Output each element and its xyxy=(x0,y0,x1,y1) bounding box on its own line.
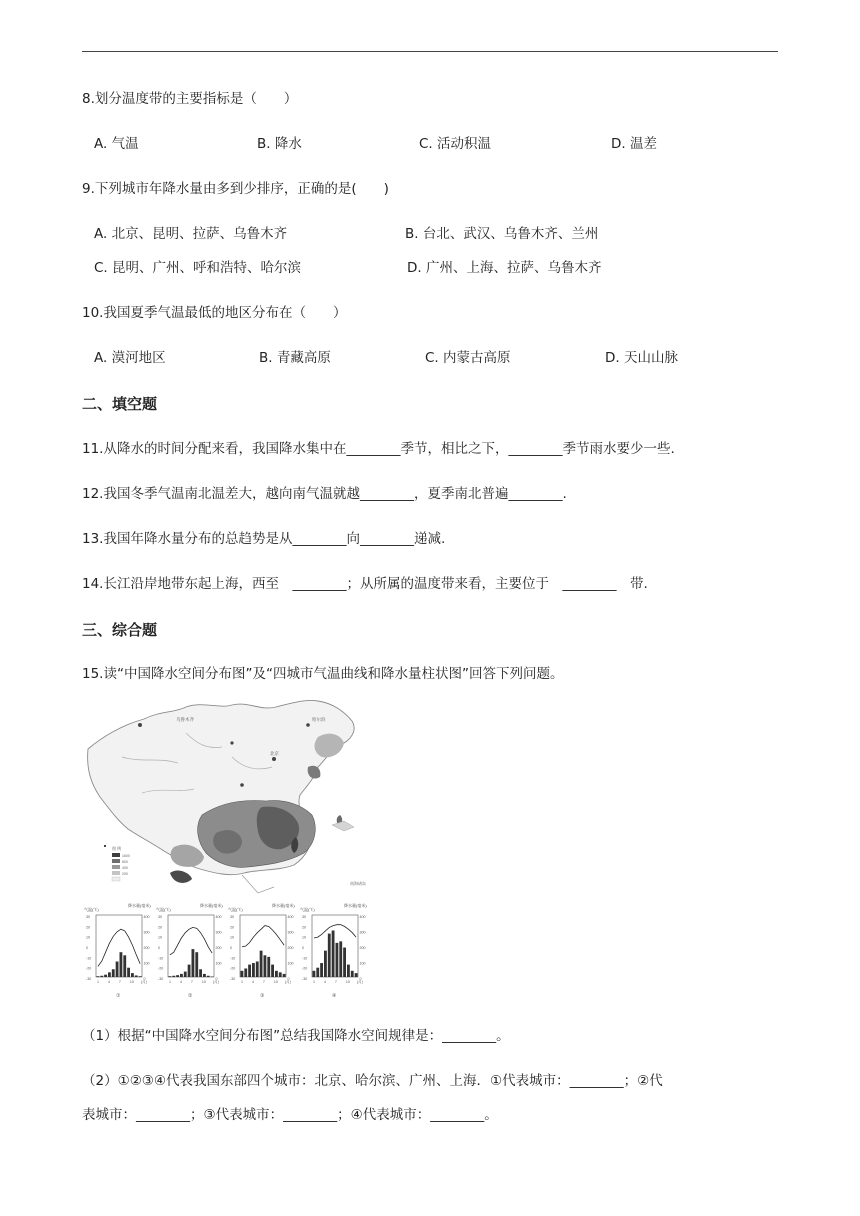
four-city-climate-charts xyxy=(84,902,367,997)
q11-text: 11.从降水的时间分配来看，我国降水集中在________季节，相比之下，________季节雨水要少一些. xyxy=(82,441,675,457)
chart-frame xyxy=(96,915,142,977)
rain-bar xyxy=(320,963,323,977)
y-tick-left: 20 xyxy=(158,925,162,930)
rain-bar xyxy=(252,963,255,977)
rain-bar xyxy=(100,976,103,977)
rain-bar xyxy=(343,948,346,977)
rain-bar xyxy=(127,968,130,977)
temperature-curve xyxy=(314,925,356,938)
q8-option-b: B. 降水 xyxy=(257,136,302,152)
chart-title-temp: 气温(℃) xyxy=(156,907,171,912)
y-tick-left: 30 xyxy=(230,915,234,919)
rain-bar xyxy=(267,957,270,977)
x-tick: (月) xyxy=(356,980,363,984)
rain-bar xyxy=(332,931,335,978)
rain-bar xyxy=(192,949,195,977)
chart-title-temp: 气温(℃) xyxy=(300,907,315,912)
y-tick-right: 300 xyxy=(143,930,150,935)
rain-bar xyxy=(120,952,123,977)
rain-bar xyxy=(256,962,259,978)
rain-bar xyxy=(248,965,251,977)
rain-bar xyxy=(336,943,339,977)
section-heading-comprehensive: 三、综合题 xyxy=(82,621,158,639)
chart-title-temp: 气温(℃) xyxy=(228,907,243,912)
y-tick-left: 30 xyxy=(302,915,306,919)
y-tick-right: 100 xyxy=(215,961,222,966)
rain-bar xyxy=(139,976,142,977)
y-tick-left: 20 xyxy=(230,925,234,930)
svg-text:400: 400 xyxy=(122,866,128,870)
precipitation-map-and-climate-charts xyxy=(82,697,378,997)
chart-label: ① xyxy=(116,993,121,997)
x-tick: 1 xyxy=(169,980,171,984)
x-tick: (月) xyxy=(140,980,147,984)
rain-bar xyxy=(199,969,202,977)
q9-option-a: A. 北京、昆明、拉萨、乌鲁木齐 xyxy=(94,226,288,242)
q8-option-a: A. 气温 xyxy=(94,136,139,152)
rain-bar xyxy=(172,976,175,977)
q14-text: 14.长江沿岸地带东起上海，西至 ________；从所属的温度带来看，主要位于 ________ 带. xyxy=(82,576,648,592)
y-tick-left: 10 xyxy=(158,935,162,940)
section-heading-fill-in: 二、填空题 xyxy=(82,395,158,413)
rain-bar xyxy=(135,975,138,977)
y-tick-right: 400 xyxy=(359,915,366,919)
y-tick-right: 0 xyxy=(359,977,362,981)
y-tick-left: 10 xyxy=(86,935,90,940)
y-tick-right: 100 xyxy=(359,961,366,966)
q8-option-c: C. 活动积温 xyxy=(419,136,492,152)
rain-bar xyxy=(108,972,111,977)
x-tick: 10 xyxy=(345,980,350,984)
rain-bar xyxy=(328,934,331,977)
header-rule xyxy=(82,51,778,52)
y-tick-left: 20 xyxy=(86,925,90,930)
y-tick-right: 300 xyxy=(287,930,294,935)
rain-bar xyxy=(264,955,267,977)
y-tick-left: 10 xyxy=(302,935,306,940)
rain-bar xyxy=(203,974,206,977)
y-tick-left: -30 xyxy=(230,977,236,981)
rain-bar xyxy=(324,951,327,977)
x-tick: (月) xyxy=(212,980,219,984)
y-tick-left: 10 xyxy=(230,935,234,940)
map-note: 南海诸岛 xyxy=(350,881,366,886)
y-tick-left: -20 xyxy=(158,966,164,971)
y-tick-right: 200 xyxy=(215,946,222,950)
x-tick: 10 xyxy=(273,980,278,984)
y-tick-left: -10 xyxy=(158,956,164,961)
y-tick-right: 200 xyxy=(143,946,150,950)
rain-bar xyxy=(313,971,316,977)
q10-option-b: B. 青藏高原 xyxy=(259,350,331,366)
temperature-curve xyxy=(242,926,284,947)
q12-text: 12.我国冬季气温南北温差大，越向南气温就越________，夏季南北普遍________. xyxy=(82,486,567,502)
rain-bar xyxy=(112,969,115,977)
temperature-curve xyxy=(170,927,212,955)
x-tick: 7 xyxy=(118,980,121,984)
chart-title-rain: 降水量(毫米) xyxy=(200,903,223,908)
x-tick: 1 xyxy=(241,980,243,984)
y-tick-right: 200 xyxy=(287,946,294,950)
y-tick-left: 30 xyxy=(158,915,162,919)
y-tick-left: -10 xyxy=(302,956,308,961)
q10-option-d: D. 天山山脉 xyxy=(605,350,678,366)
rain-bar xyxy=(275,971,278,977)
rain-bar xyxy=(316,968,319,977)
y-tick-right: 100 xyxy=(287,961,294,966)
q9-option-d: D. 广州、上海、拉萨、乌鲁木齐 xyxy=(407,260,602,276)
q15-part1: （1）根据“中国降水空间分布图”总结我国降水空间规律是：________。 xyxy=(82,1028,510,1044)
rain-bar xyxy=(184,972,187,977)
rain-bar xyxy=(180,974,183,977)
rain-bar xyxy=(169,976,172,977)
y-tick-left: -20 xyxy=(302,966,308,971)
china-precipitation-map xyxy=(88,700,366,893)
x-tick: 4 xyxy=(179,980,182,984)
rain-bar xyxy=(188,965,191,977)
y-tick-right: 300 xyxy=(359,930,366,935)
x-tick: 7 xyxy=(262,980,265,984)
y-tick-right: 400 xyxy=(143,915,150,919)
x-tick: 10 xyxy=(129,980,134,984)
y-tick-left: 20 xyxy=(302,925,306,930)
y-tick-left: -20 xyxy=(230,966,236,971)
rain-bar xyxy=(347,965,350,977)
rain-bar xyxy=(339,941,342,977)
q15-stem: 15.读“中国降水空间分布图”及“四城市气温曲线和降水量柱状图”回答下列问题。 xyxy=(82,666,564,682)
chart-label: ④ xyxy=(332,993,337,997)
chart-label: ② xyxy=(188,993,193,997)
temperature-curve xyxy=(98,929,140,966)
rain-bar xyxy=(271,965,274,977)
q9-option-b: B. 台北、武汉、乌鲁木齐、兰州 xyxy=(405,226,599,242)
x-tick: 4 xyxy=(251,980,254,984)
q15-figure xyxy=(82,697,378,997)
svg-text:800: 800 xyxy=(122,860,128,864)
y-tick-left: -20 xyxy=(86,966,92,971)
x-tick: (月) xyxy=(284,980,291,984)
rain-bar xyxy=(279,972,282,977)
y-tick-right: 200 xyxy=(359,946,366,950)
y-tick-right: 0 xyxy=(143,977,146,981)
y-tick-right: 100 xyxy=(143,961,150,966)
x-tick: 7 xyxy=(190,980,193,984)
rain-bar xyxy=(97,976,100,977)
chart-title-rain: 降水量(毫米) xyxy=(344,903,367,908)
y-tick-left: -10 xyxy=(86,956,92,961)
x-tick: 4 xyxy=(107,980,110,984)
y-tick-left: 0 xyxy=(158,946,160,950)
q10-option-a: A. 漠河地区 xyxy=(94,350,166,366)
q8-stem: 8.划分温度带的主要指标是（ ） xyxy=(82,91,298,107)
x-tick: 1 xyxy=(97,980,99,984)
x-tick: 1 xyxy=(313,980,315,984)
svg-text:哈尔滨: 哈尔滨 xyxy=(312,717,326,722)
y-tick-left: -30 xyxy=(86,977,92,981)
y-tick-left: 30 xyxy=(86,915,90,919)
chart-title-temp: 气温(℃) xyxy=(84,907,99,912)
svg-text:北京: 北京 xyxy=(270,751,279,756)
q10-option-c: C. 内蒙古高原 xyxy=(425,350,511,366)
rain-bar xyxy=(123,955,126,977)
q8-option-d: D. 温差 xyxy=(611,136,657,152)
rain-bar xyxy=(131,973,134,977)
rain-bar xyxy=(241,971,244,977)
chart-title-rain: 降水量(毫米) xyxy=(128,903,151,908)
svg-text:乌鲁木齐: 乌鲁木齐 xyxy=(176,717,194,722)
y-tick-right: 400 xyxy=(215,915,222,919)
y-tick-left: 0 xyxy=(302,946,304,950)
q13-text: 13.我国年降水量分布的总趋势是从________向________递减. xyxy=(82,531,446,547)
chart-label: ③ xyxy=(260,993,265,997)
chart-frame xyxy=(240,915,286,977)
rain-bar xyxy=(283,974,286,977)
y-tick-left: 0 xyxy=(230,946,232,950)
y-tick-left: -30 xyxy=(158,977,164,981)
rain-bar xyxy=(260,951,263,977)
y-tick-right: 0 xyxy=(215,977,218,981)
map-legend-title: 图 例 xyxy=(112,846,122,851)
rain-bar xyxy=(116,962,119,978)
svg-text:200: 200 xyxy=(122,872,128,876)
y-tick-left: -30 xyxy=(302,977,308,981)
y-tick-left: -10 xyxy=(230,956,236,961)
rain-bar xyxy=(104,975,107,977)
x-tick: 4 xyxy=(323,980,326,984)
y-tick-left: 0 xyxy=(86,946,88,950)
y-tick-right: 400 xyxy=(287,915,294,919)
rain-bar xyxy=(195,952,198,977)
chart-title-rain: 降水量(毫米) xyxy=(272,903,295,908)
q9-stem: 9.下列城市年降水量由多到少排序，正确的是( ) xyxy=(82,181,389,197)
svg-text:1600: 1600 xyxy=(122,854,130,858)
y-tick-right: 0 xyxy=(287,977,290,981)
x-tick: 7 xyxy=(334,980,337,984)
x-tick: 10 xyxy=(201,980,206,984)
rain-bar xyxy=(176,975,179,977)
rain-bar xyxy=(351,971,354,977)
rain-bar xyxy=(207,976,210,977)
q10-stem: 10.我国夏季气温最低的地区分布在（ ） xyxy=(82,305,347,321)
q15-part2-line1: （2）①②③④代表我国东部四个城市：北京、哈尔滨、广州、上海．①代表城市：________；②代 xyxy=(82,1073,663,1089)
rain-bar xyxy=(355,973,358,977)
chart-frame xyxy=(168,915,214,977)
q15-part2-line2: 表城市：________；③代表城市：________；④代表城市：________。 xyxy=(82,1107,498,1123)
y-tick-right: 300 xyxy=(215,930,222,935)
rain-bar xyxy=(244,968,247,977)
q9-option-c: C. 昆明、广州、呼和浩特、哈尔滨 xyxy=(94,260,302,276)
